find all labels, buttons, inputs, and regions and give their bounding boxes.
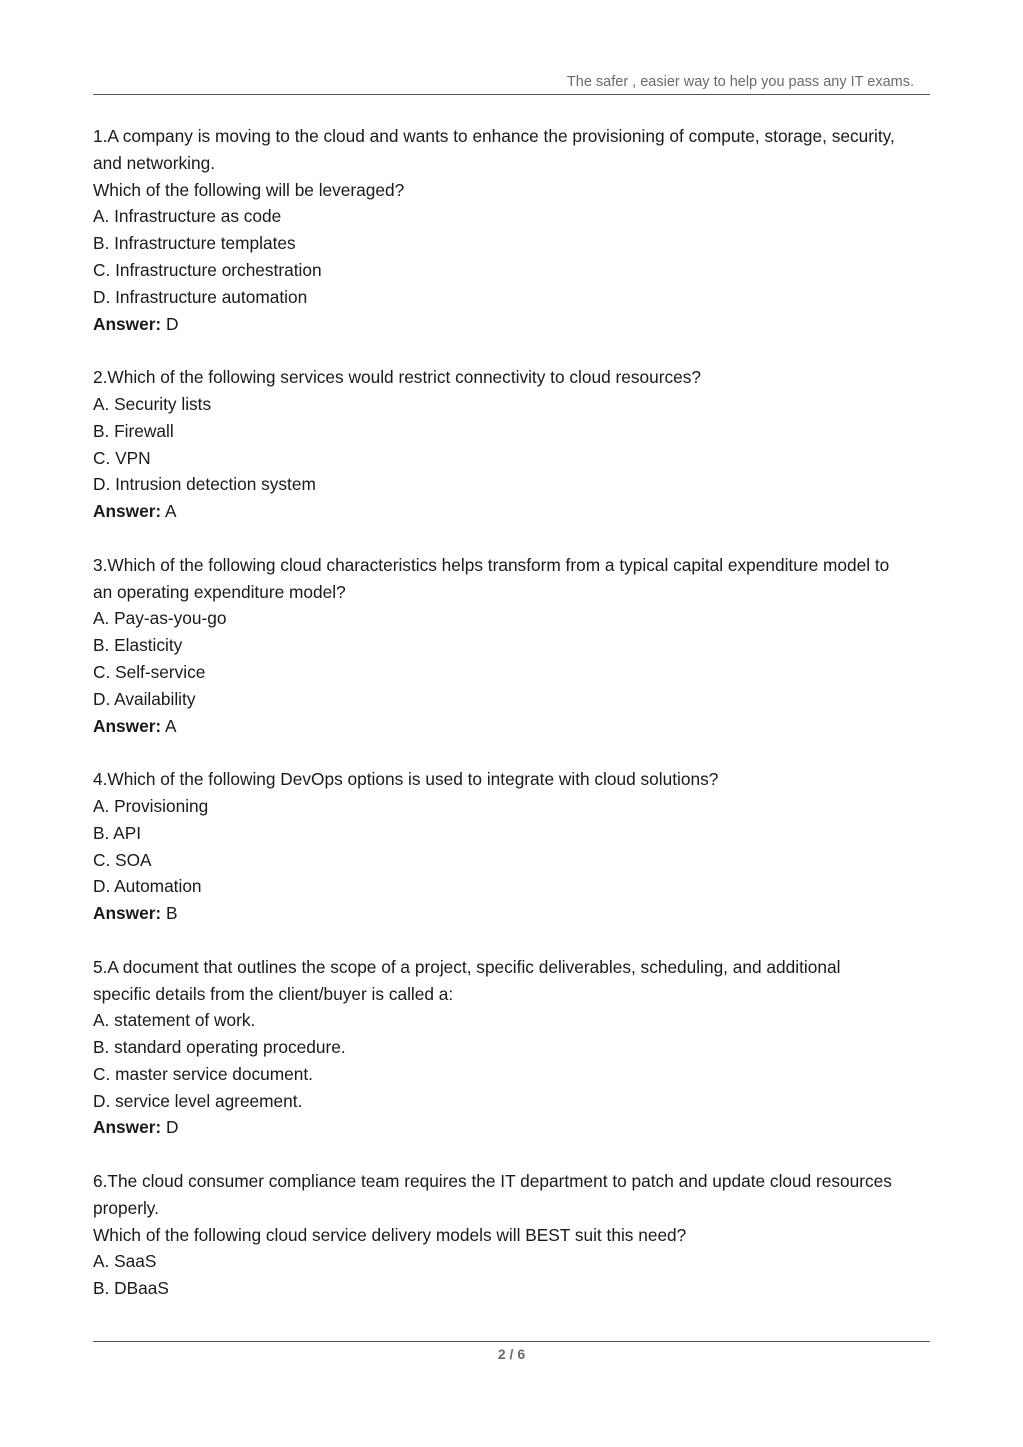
answer-label: Answer: [93,501,162,522]
option-c: C. master service document. [93,1063,313,1084]
question-stem-line: 4.Which of the following DevOps options is used to integrate with cloud solutions? [93,769,719,790]
question-stem-line: Which of the following cloud service delivery models will BEST suit this need? [93,1224,687,1245]
question-list [93,123,938,1329]
option-a: A. Security lists [93,393,212,414]
question-stem-line: and networking. [93,152,216,173]
option-b: B. DBaaS [93,1278,169,1299]
header-tagline: The safer , easier way to help you pass any IT exams. [566,74,914,90]
option-c: C. Self-service [93,661,206,682]
answer-value: A [165,501,177,522]
question-stem-line: 6.The cloud consumer compliance team requires the IT department to patch and update cloud resources [93,1171,892,1192]
question-stem-line: an operating expenditure model? [93,581,346,602]
question-stem-line: 3.Which of the following cloud characteristics helps transform from a typical capital expenditure model to [93,554,890,575]
option-a: A. SaaS [93,1251,157,1272]
question-stem-line: specific details from the client/buyer is called a: [93,983,454,1004]
answer-label: Answer: [93,903,162,924]
question-6 [93,1168,938,1302]
option-b: B. Infrastructure templates [93,233,296,254]
answer-line [93,1114,938,1141]
answer-line [93,311,938,338]
question-stem-line: 1.A company is moving to the cloud and wants to enhance the provisioning of compute, storage, security, [93,126,895,146]
option-c: C. VPN [93,447,151,468]
option-b: B. API [93,822,142,843]
answer-label: Answer: [93,715,162,736]
page-number: 2 / 6 [497,1346,526,1362]
question-3 [93,552,938,740]
option-d: D. Automation [93,876,202,897]
page-header [93,72,930,95]
option-a: A. Infrastructure as code [93,206,282,227]
question-2 [93,364,938,525]
answer-label: Answer: [93,1117,162,1138]
option-b: B. standard operating procedure. [93,1037,346,1058]
answer-line [93,900,938,927]
question-1 [93,123,938,337]
option-a: A. statement of work. [93,1010,256,1031]
option-c: C. SOA [93,849,152,870]
option-d: D. service level agreement. [93,1090,303,1111]
option-a: A. Pay-as-you-go [93,608,227,629]
answer-line [93,498,938,525]
answer-value: A [165,715,177,736]
answer-line [93,713,938,740]
answer-value: D [166,313,179,334]
answer-value: B [166,903,178,924]
page-footer [93,1341,930,1362]
question-stem-line: 2.Which of the following services would restrict connectivity to cloud resources? [93,367,701,388]
question-5 [93,954,938,1142]
option-c: C. Infrastructure orchestration [93,259,322,280]
question-stem-line: properly. [93,1197,159,1218]
option-a: A. Provisioning [93,795,209,816]
answer-label: Answer: [93,313,162,334]
question-4 [93,766,938,927]
question-stem-line: Which of the following will be leveraged? [93,179,405,200]
option-b: B. Firewall [93,420,174,441]
answer-value: D [166,1117,179,1138]
question-stem-line: 5.A document that outlines the scope of a project, specific deliverables, scheduling, and additional [93,956,841,977]
option-b: B. Elasticity [93,635,183,656]
option-d: D. Intrusion detection system [93,474,316,495]
option-d: D. Infrastructure automation [93,286,308,307]
option-d: D. Availability [93,688,196,709]
